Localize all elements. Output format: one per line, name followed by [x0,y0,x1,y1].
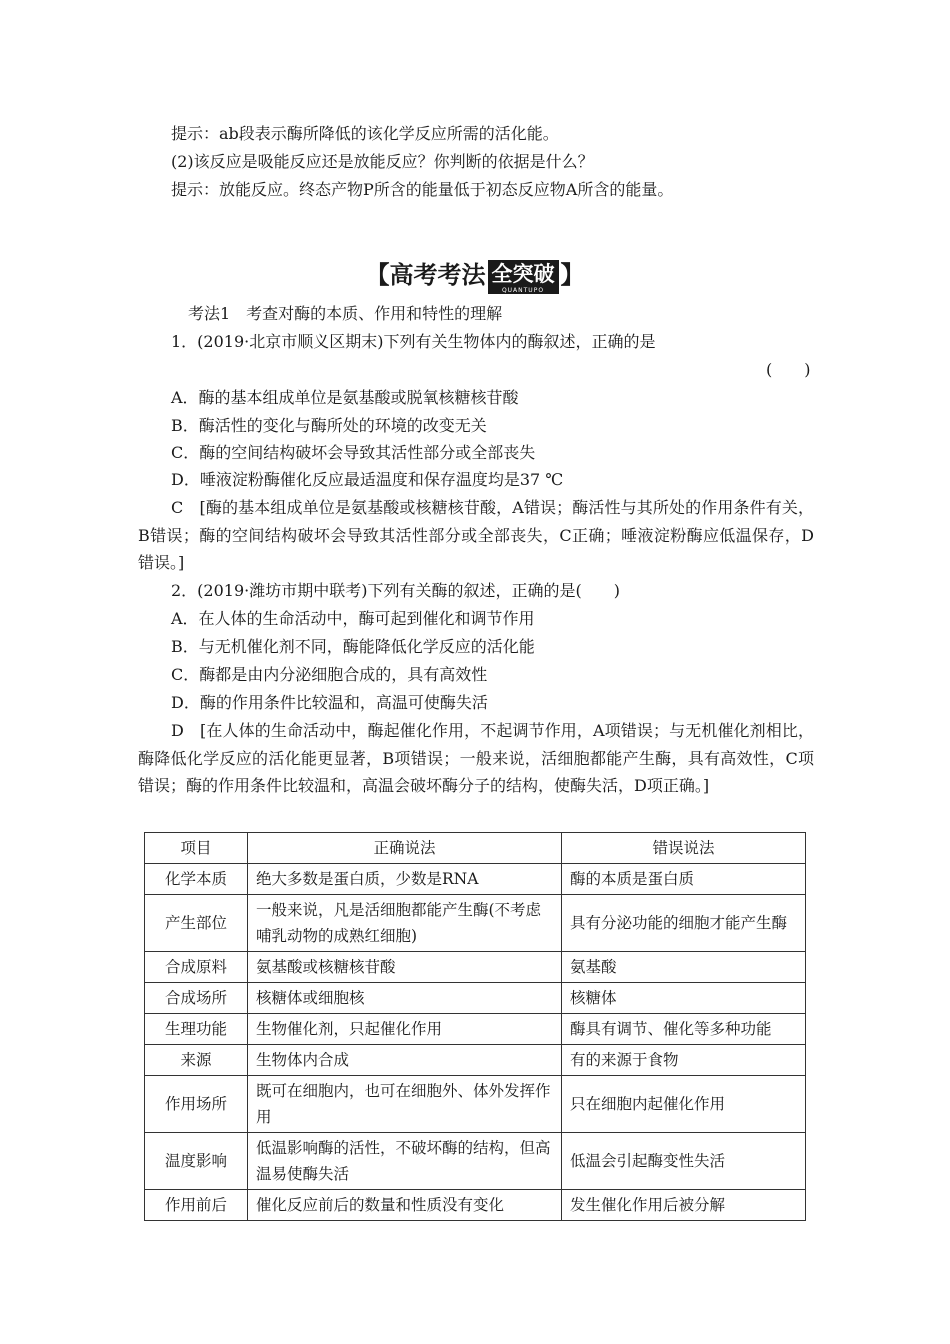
heading-stamp-sub: QUANTUPO [501,287,545,294]
table-row [145,1133,806,1190]
enzyme-comparison-table [144,832,806,1221]
table-cell: 发生催化作用后被分解 [562,1190,806,1221]
q1-answer-bracket: ( ) [766,360,811,379]
q2-option-d: D．酶的作用条件比较温和，高温可使酶失活 [171,693,488,712]
table-row [145,864,806,895]
table-cell: 酶具有调节、催化等多种功能 [562,1014,806,1045]
q1-option-a: A．酶的基本组成单位是氨基酸或脱氧核糖核苷酸 [171,388,519,407]
table-header: 项目 [145,833,248,864]
table-cell: 酶的本质是蛋白质 [562,864,806,895]
table-row [145,895,806,952]
table-cell: 只在细胞内起催化作用 [562,1076,806,1133]
q1-option-d: D．唾液淀粉酶催化反应最适温度和保存温度均是37 ℃ [171,470,564,489]
table-cell: 产生部位 [145,895,248,952]
section-heading [0,258,950,294]
table-cell: 生理功能 [145,1014,248,1045]
q1-option-c: C．酶的空间结构破坏会导致其活性部分或全部丧失 [171,443,536,462]
q1-stem: 1．(2019·北京市顺义区期末)下列有关生物体内的酶叙述，正确的是 [171,332,656,351]
table-row [145,1045,806,1076]
table-cell: 具有分泌功能的细胞才能产生酶 [562,895,806,952]
table-cell: 作用场所 [145,1076,248,1133]
table-header-row [145,833,806,864]
q2-answer: D [在人体的生命活动中，酶起催化作用，不起调节作用，A项错误；与无机催化剂相比，酶降低化学反应的活化能更显著，B项错误；一般来说，活细胞都能产生酶，具有高效性，C项错误；酶的作用条件比较温和，高温会破坏酶分子的结构，使酶失活，D项正确。] [138,721,814,795]
table-cell: 有的来源于食物 [562,1045,806,1076]
table-cell: 作用前后 [145,1190,248,1221]
table-cell: 来源 [145,1045,248,1076]
table-cell: 催化反应前后的数量和性质没有变化 [248,1190,562,1221]
table-row [145,1190,806,1221]
heading-open: 【高考考法 [365,261,486,289]
heading-stamp [488,260,559,294]
table-cell: 合成原料 [145,952,248,983]
heading-stamp-text: 全突破 [491,262,555,286]
q1-answer: C [酶的基本组成单位是氨基酸或核糖核苷酸，A错误；酶活性与其所处的作用条件有关，B错误；酶的空间结构破坏会导致其活性部分或全部丧失，C正确；唾液淀粉酶应低温保存，D错误。] [138,498,814,572]
table-row [145,1014,806,1045]
q2-option-c: C．酶都是由内分泌细胞合成的，具有高效性 [171,665,488,684]
table-cell: 氨基酸或核糖核苷酸 [248,952,562,983]
table-cell: 化学本质 [145,864,248,895]
table-cell: 低温影响酶的活性，不破坏酶的结构，但高温易使酶失活 [248,1133,562,1190]
hint-line-2: 提示：放能反应。终态产物P所含的能量低于初态反应物A所含的能量。 [171,180,674,199]
table-cell: 既可在细胞内，也可在细胞外、体外发挥作用 [248,1076,562,1133]
table-cell: 核糖体 [562,983,806,1014]
method-1-title: 考法1 考查对酶的本质、作用和特性的理解 [188,304,503,323]
table-cell: 生物催化剂，只起催化作用 [248,1014,562,1045]
table-cell: 生物体内合成 [248,1045,562,1076]
q1-option-b: B．酶活性的变化与酶所处的环境的改变无关 [171,416,487,435]
table-row [145,1076,806,1133]
table-row [145,952,806,983]
table-cell: 绝大多数是蛋白质，少数是RNA [248,864,562,895]
q2-option-a: A．在人体的生命活动中，酶可起到催化和调节作用 [171,609,535,628]
table-cell: 温度影响 [145,1133,248,1190]
question-2-line: (2)该反应是吸能反应还是放能反应？你判断的依据是什么？ [171,152,594,171]
hint-line-1: 提示：ab段表示酶所降低的该化学反应所需的活化能。 [171,124,559,143]
table-header: 错误说法 [562,833,806,864]
table-cell: 核糖体或细胞核 [248,983,562,1014]
table-cell: 低温会引起酶变性失活 [562,1133,806,1190]
heading-close: 】 [560,261,585,289]
table-header: 正确说法 [248,833,562,864]
table-cell: 合成场所 [145,983,248,1014]
q2-option-b: B．与无机催化剂不同，酶能降低化学反应的活化能 [171,637,535,656]
table-cell: 氨基酸 [562,952,806,983]
table-cell: 一般来说，凡是活细胞都能产生酶(不考虑哺乳动物的成熟红细胞) [248,895,562,952]
table-row [145,983,806,1014]
q2-stem: 2．(2019·潍坊市期中联考)下列有关酶的叙述，正确的是( ) [171,581,620,600]
